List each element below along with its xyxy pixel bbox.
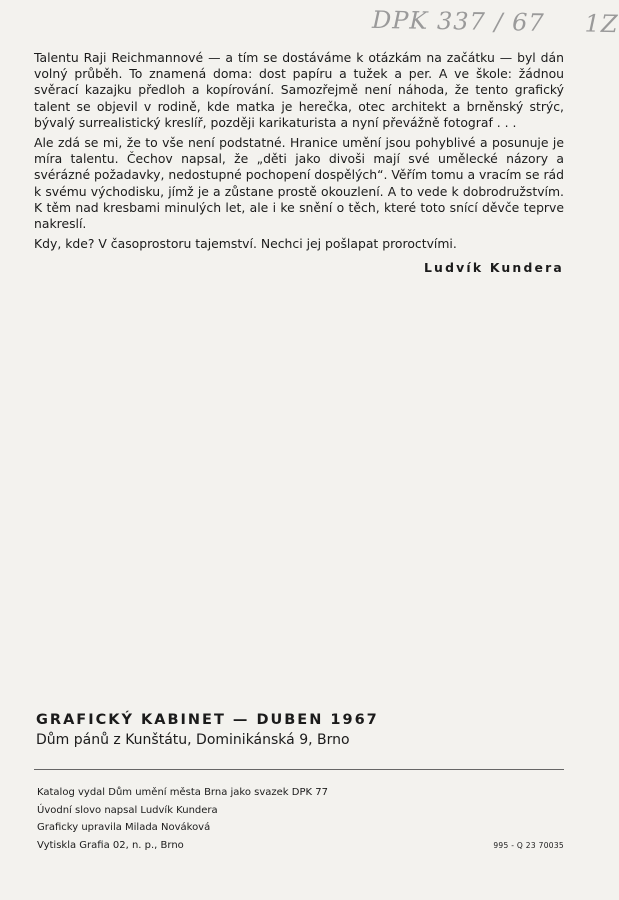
colophon-line: Katalog vydal Dům umění města Brna jako svazek DPK 77 xyxy=(37,787,328,798)
archive-mark: 1Z xyxy=(584,9,619,39)
handwritten-archive-mark xyxy=(372,6,619,38)
print-code: 995 - Q 23 70035 xyxy=(493,841,564,850)
archive-code: DPK 337 / 67 xyxy=(371,5,545,37)
colophon-line: Graficky upravila Milada Nováková xyxy=(37,822,211,833)
colophon-line: Úvodní slovo napsal Ludvík Kundera xyxy=(37,804,218,816)
paragraph: Ale zdá se mi, že to vše není podstatné. Hranice umění jsou pohyblivé a posunuje je míra talentu. Čechov napsal, že „děti jako divoši mají své umělecké názory a svérázné požadavky, nedostupné pochopení dospělých“. Věřím tomu a vracím se rád k svému východisku, jímž je a zůstane prostě okouzlení. A to vede k dobrodružstvím. K těm nad kresbami minulých let, ale i ke snění o těch, které toto snící děvče teprve nakreslí. xyxy=(34,135,564,232)
exhibition-address: Dům pánů z Kunštátu, Dominikánská 9, Brno xyxy=(36,732,350,748)
divider xyxy=(34,769,564,770)
foreword-text xyxy=(34,50,564,277)
paragraph: Talentu Raji Reichmannové — a tím se dostáváme k otázkám na začátku — byl dán volný průběh. To znamená doma: dost papíru a tužek a per. A ve škole: žádnou svěrací kazajku předloh a kopírování. Samozřejmě není náhoda, že tento grafický talent se objevil v rodině, kde matka je herečka, otec architekt a brněnský strýc, bývalý surrealistický kreslíř, později karikaturista a nyní převážně fotograf . . . xyxy=(34,50,564,130)
colophon xyxy=(37,784,328,854)
paragraph: Kdy, kde? V časoprostoru tajemství. Nechci jej pošlapat proroctvími. xyxy=(34,236,457,252)
author-signature: Ludvík Kundera xyxy=(423,260,564,276)
colophon-line: Vytiskla Grafia 02, n. p., Brno xyxy=(37,839,184,851)
exhibition-title: GRAFICKÝ KABINET — DUBEN 1967 xyxy=(36,712,379,728)
exhibition-info xyxy=(36,712,556,748)
